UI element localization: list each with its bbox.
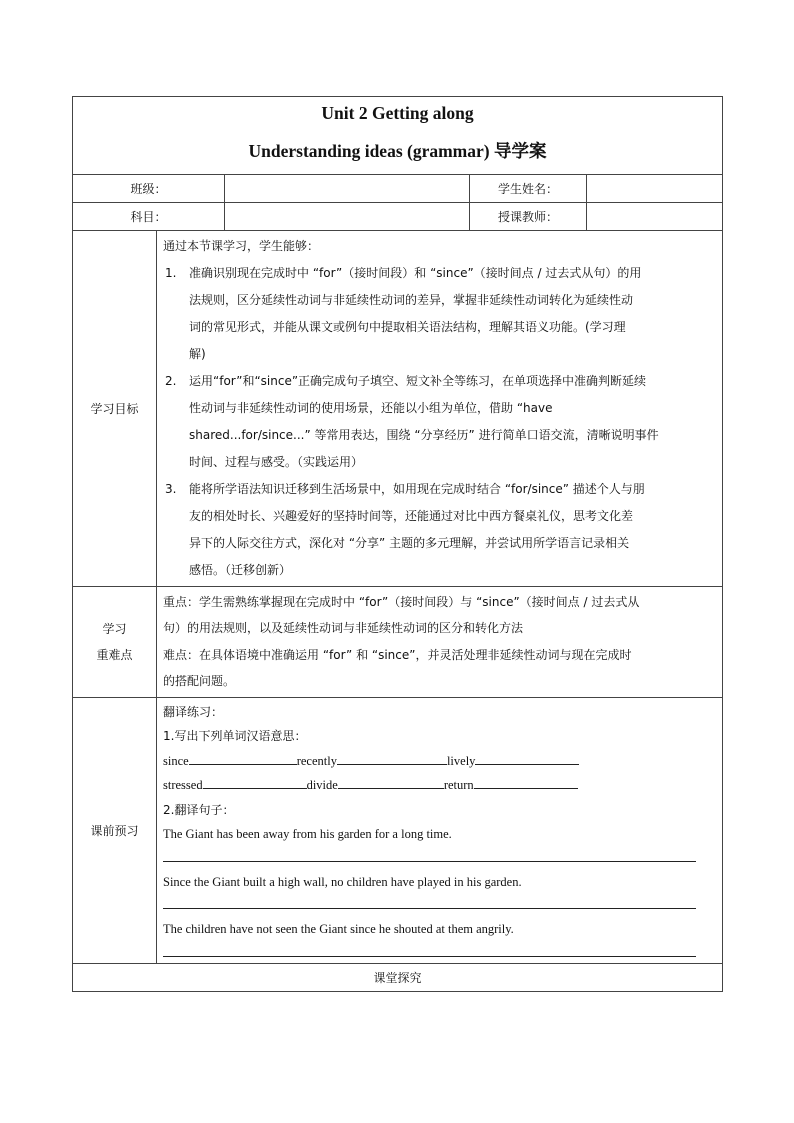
objective-number: 1. [165, 265, 177, 280]
key-points-label-line1: 学习 [102, 621, 127, 636]
objective-line: 解) [189, 346, 206, 361]
objective-item [163, 368, 716, 476]
key-points-label-line2: 重难点 [96, 647, 133, 662]
class-label: 班级： [73, 175, 225, 203]
subject-field[interactable] [225, 203, 470, 231]
objective-number: 3. [165, 481, 177, 496]
answer-line[interactable] [163, 847, 696, 862]
lesson-title [73, 139, 722, 164]
sentence: The Giant has been away from his garden for a long time. [163, 827, 452, 841]
key-points-label [73, 586, 157, 697]
key-points-content [157, 586, 723, 697]
word-blank[interactable] [475, 750, 579, 765]
objective-line: 法规则，区分延续性动词与非延续性动词的差异，掌握非延续性动词转化为延续性动 [189, 292, 634, 307]
objectives-label: 学习目标 [73, 231, 157, 587]
word-item: since [163, 753, 189, 768]
word-item: return [443, 778, 474, 792]
answer-line[interactable] [163, 894, 696, 909]
objective-line: 词的常见形式，并能从课文或例句中提取相关语法结构，理解其语义功能。(学习理 [189, 319, 626, 334]
objectives-content [157, 231, 723, 587]
student-name-field[interactable] [587, 175, 723, 203]
lesson-title-cn: 导学案 [493, 142, 547, 162]
objective-item [163, 476, 716, 584]
translate-task-title: 2.翻译句子： [163, 802, 235, 817]
word-blank[interactable] [474, 774, 578, 789]
worksheet-table [72, 96, 723, 992]
word-blank[interactable] [338, 774, 444, 789]
objective-number: 2. [165, 373, 177, 388]
student-name-label: 学生姓名： [470, 175, 587, 203]
worksheet [72, 96, 722, 992]
sentence: The children have not seen the Giant since he shouted at them angrily. [163, 922, 514, 936]
objective-line: shared...for/since...” 等常用表达，围绕 “分享经历” 进行简单口语交流，清晰说明事件 [189, 427, 659, 442]
key-point-line: 难点：在具体语境中准确运用 “for” 和 “since”，并灵活处理非延续性动词与现在完成时 [163, 647, 632, 662]
word-task-title: 1.写出下列单词汉语意思： [163, 729, 307, 743]
subject-label: 科目： [73, 203, 225, 231]
lesson-title-en: Understanding ideas (grammar) [248, 141, 490, 161]
sentence: Since the Giant built a high wall, no children have played in his garden. [163, 874, 522, 889]
word-item: divide [306, 778, 338, 792]
word-row [163, 773, 716, 798]
preview-heading: 翻译练习： [163, 704, 224, 719]
word-row [163, 749, 716, 774]
title-cell [73, 97, 723, 175]
word-item: lively [446, 753, 476, 768]
objective-line: 运用“for”和“since”正确完成句子填空、短文补全等练习，在单项选择中准确判断延续 [189, 373, 647, 388]
word-item: stressed [163, 778, 203, 792]
objectives-list [163, 260, 716, 584]
objective-line: 时间、过程与感受。（实践运用） [189, 454, 364, 469]
objective-line: 准确识别现在完成时中 “for”（接时间段）和 “since”（接时间点 / 过去式从句）的用 [189, 265, 642, 280]
objective-line: 能将所学语法知识迁移到生活场景中，如用现在完成时结合 “for/since” 描述个人与朋 [189, 481, 645, 496]
objective-item [163, 260, 716, 368]
key-point-line: 句）的用法规则，以及延续性动词与非延续性动词的区分和转化方法 [163, 621, 524, 635]
teacher-field[interactable] [587, 203, 723, 231]
key-point-line: 重点：学生需熟练掌握现在完成时中 “for”（接时间段）与 “since”（接时间点 / 过去式从 [163, 594, 640, 609]
objective-line: 性动词与非延续性动词的使用场景，还能以小组为单位，借助 “have [189, 400, 553, 415]
teacher-label: 授课教师： [470, 203, 587, 231]
objective-line: 友的相处时长、兴趣爱好的坚持时间等，还能通过对比中西方餐桌礼仪，思考文化差 [189, 508, 634, 523]
objective-line: 感悟。（迁移创新） [189, 562, 292, 577]
word-item: recently [296, 753, 337, 768]
objective-line: 异下的人际交往方式，深化对 “分享” 主题的多元理解，并尝试用所学语言记录相关 [189, 535, 630, 550]
word-blank[interactable] [203, 774, 307, 789]
objectives-intro: 通过本节课学习，学生能够： [163, 239, 320, 253]
class-field[interactable] [225, 175, 470, 203]
answer-line[interactable] [163, 942, 696, 957]
preview-label: 课前预习 [73, 697, 157, 963]
key-point-line: 的搭配问题。 [163, 674, 236, 688]
word-blank[interactable] [189, 750, 297, 765]
unit-title: Unit 2 Getting along [321, 103, 474, 123]
classroom-inquiry-heading: 课堂探究 [73, 963, 723, 991]
word-blank[interactable] [337, 750, 447, 765]
preview-content [157, 697, 723, 963]
